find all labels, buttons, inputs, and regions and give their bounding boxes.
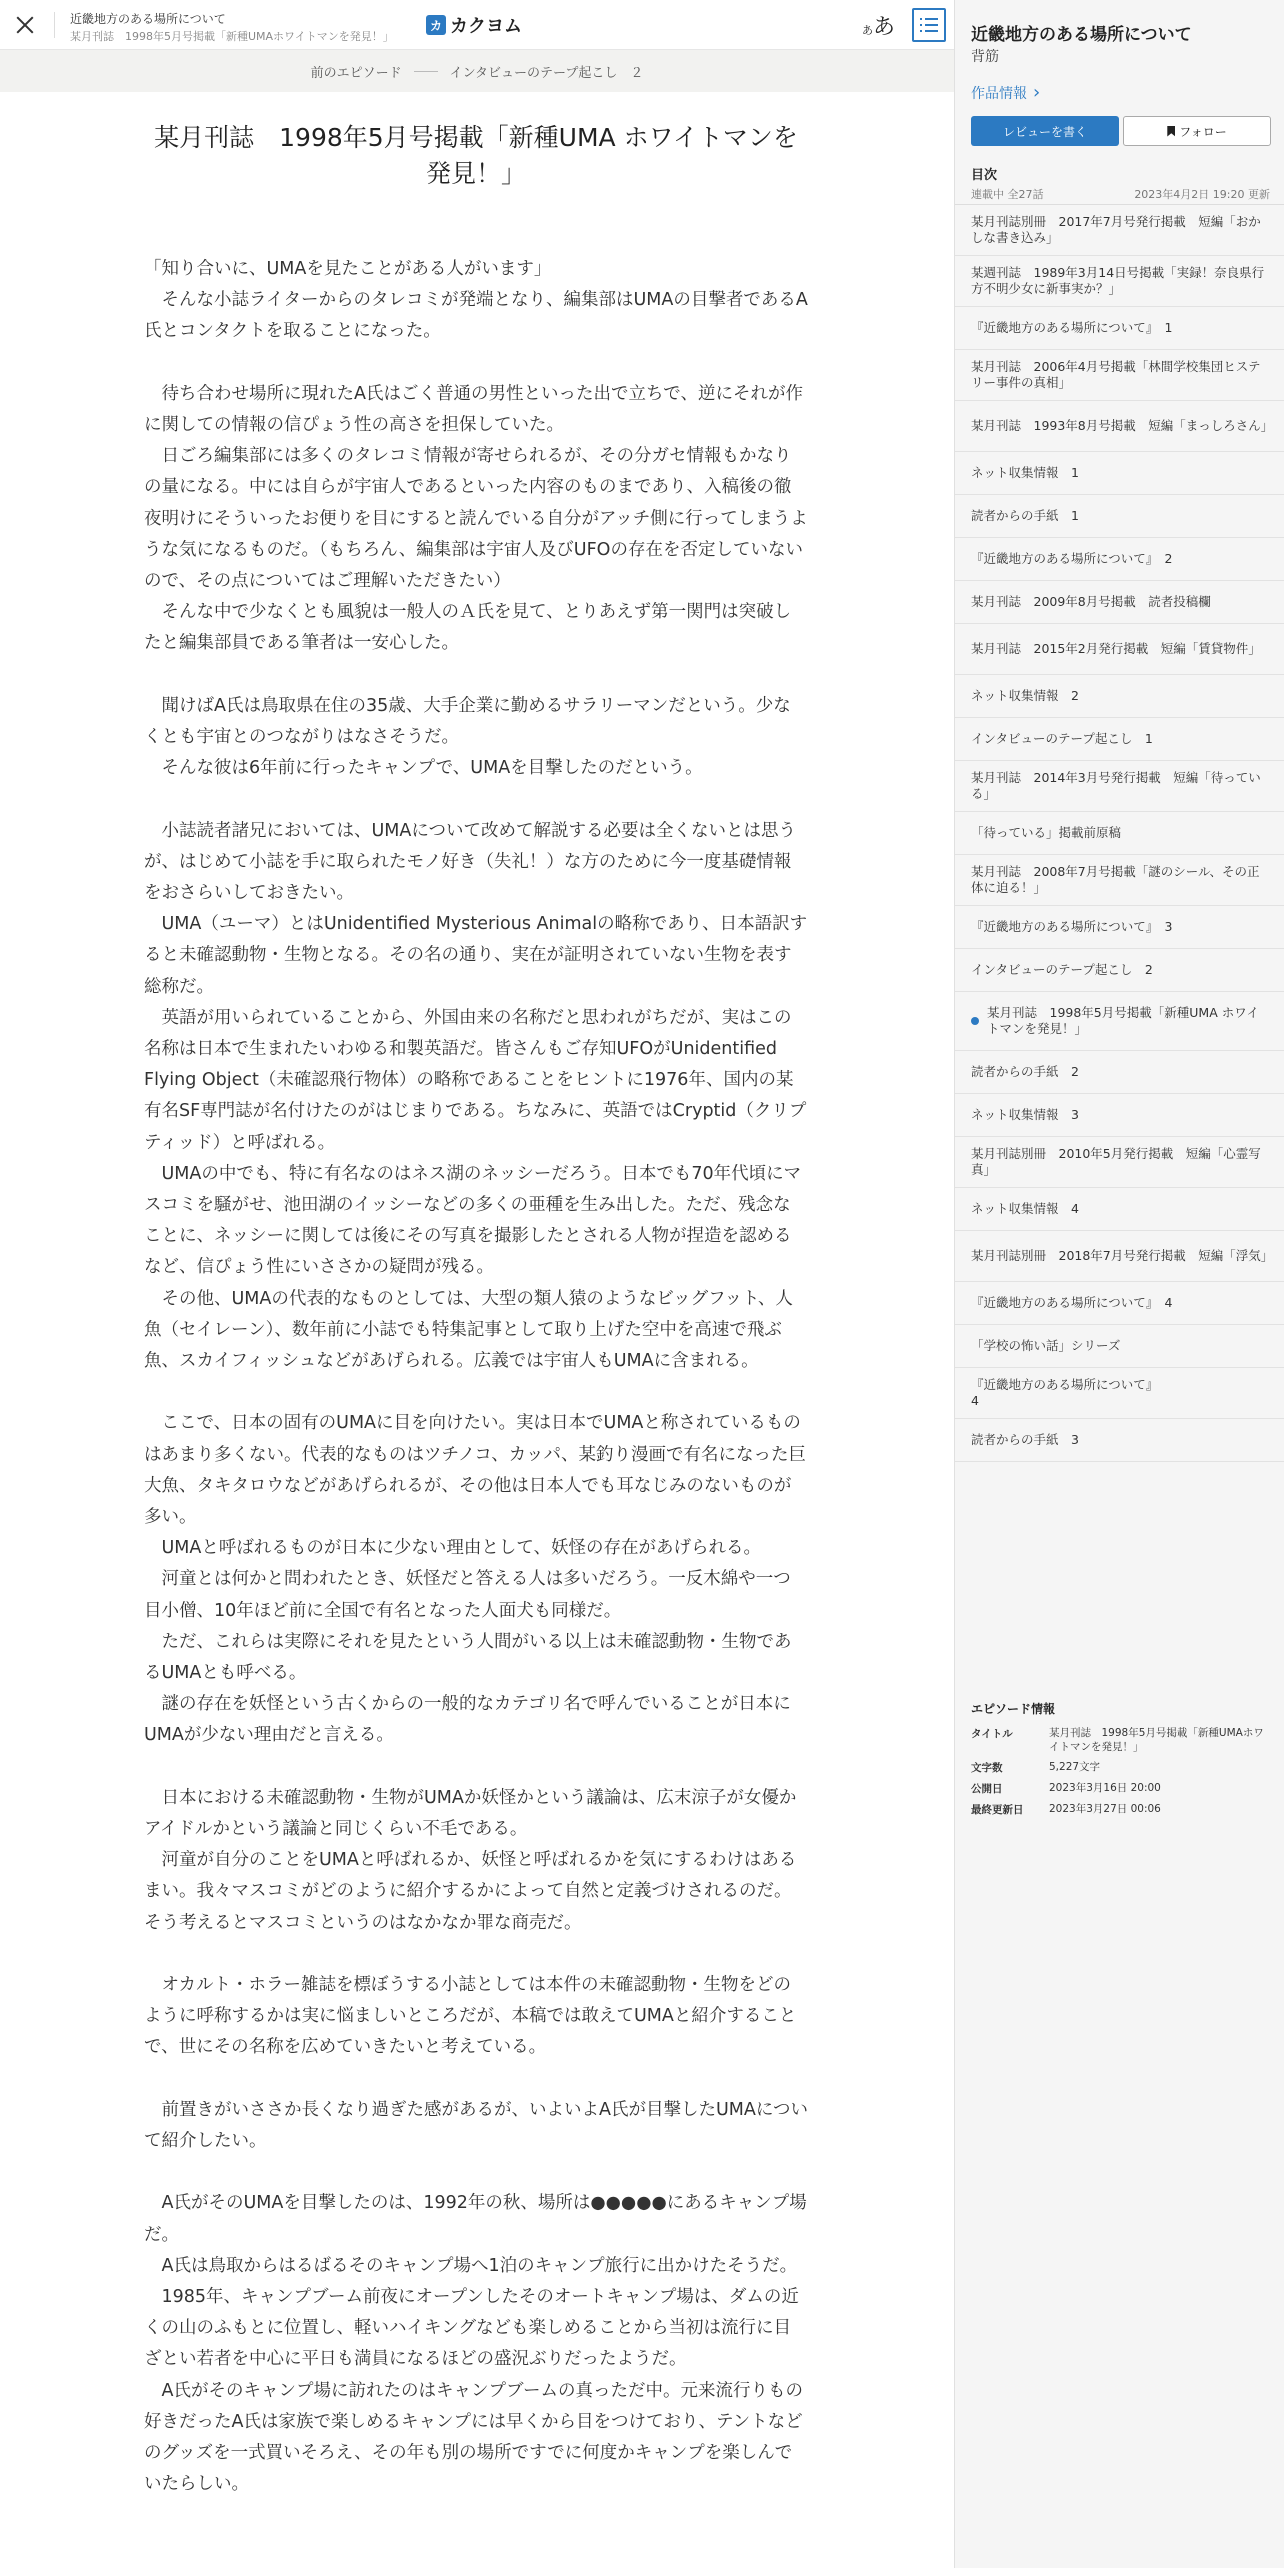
body-paragraph [144,2157,808,2188]
review-label: レビューを書く [1002,124,1087,139]
body-paragraph: UMAの中でも、特に有名なのはネス湖のネッシーだろう。日本でも70年代頃にマスコミを騒がせ、池田湖のイッシーなどの多くの亜種を生み出した。ただ、残念なことに、ネッシーに関しては後にその写真を撮影したとされる人物が捏造を認めるなど、信ぴょう性にいささかの疑問が残る。 [144,1163,802,1278]
toc-item[interactable] [955,761,1284,812]
toc-item-label: 某月刊誌 2014年3月号発行掲載 短編「待っている」 [971,770,1261,801]
body-paragraph [144,1752,808,1783]
toc-item[interactable] [955,581,1284,624]
episode-info-key: 公開日 [971,1783,1003,1795]
toc-item-label: 某月刊誌 2009年8月号掲載 読者投稿欄 [971,594,1211,609]
toc-item[interactable] [955,1282,1284,1325]
toc-item-label: インタビューのテープ起こし 1 [971,731,1153,746]
episode-info-key: 文字数 [971,1762,1003,1774]
toc-item[interactable] [955,1325,1284,1368]
toc-item-label: 某月刊誌別冊 2018年7月号発行掲載 短編「浮気」 [971,1248,1274,1263]
body-paragraph: そんな小誌ライターからのタレコミが発端となり、編集部はUMAの目撃者であるA氏とコンタクトを取ることになった。 [144,290,808,342]
toc-item[interactable] [955,1419,1284,1462]
body-paragraph: 「知り合いに、UMAを見たことがある人がいます」 [144,259,552,279]
toc-item-label: 某月刊誌 2008年7月号掲載「謎のシール、その正体に迫る！」 [971,864,1260,895]
toc-item-current[interactable] [955,992,1284,1051]
font-large-glyph: あ [873,15,896,40]
toc-item-label: 『近畿地方のある場所について』 4 [971,1295,1173,1310]
toc-item[interactable] [955,1051,1284,1094]
body-paragraph: 前置きがいささか長くなり過ぎた感があるが、いよいよA氏が目撃したUMAについて紹介したい。 [144,2099,808,2152]
toc-item-label: 『近畿地方のある場所について』 2 [971,551,1173,566]
episode-info-key: 最終更新日 [971,1804,1024,1816]
toc-item[interactable] [955,495,1284,538]
follow-button[interactable] [1123,116,1271,146]
body-paragraph: ただ、これらは実際にそれを見たという人間がいる以上は未確認動物・生物であるUMAとも呼べる。 [144,1631,792,1684]
body-paragraph: そんな彼は6年前に行ったキャンプで、UMAを目撃したのだという。 [144,758,703,779]
list-icon-line [925,24,938,26]
body-paragraph: A氏がそのキャンプ場に訪れたのはキャンプブームの真っただ中。元来流行りもの好きだったA氏は家族で楽しめるキャンプには早くから目をつけており、テントなどのグッズを一式買いそろえ、その年も別の場所ですでに何度かキャンプを楽しんでいたらしい。 [144,2380,803,2495]
episode-info-value: 某月刊誌 1998年5月号掲載「新種UMAホワイトマンを発見！」 [1049,1727,1264,1753]
previous-episode-nav[interactable] [0,50,954,92]
prev-episode-label: 前のエピソード [310,65,402,81]
body-paragraph: 1985年、キャンプブーム前夜にオープンしたそのオートキャンプ場は、ダムの近くの山のふもとに位置し、軽いハイキングなども楽しめることから当初は流行に目ざとい若者を中心に平日も満員になるほどの盛況ぶりだったようだ。 [144,2287,799,2370]
reader-header [0,0,954,50]
episode-body [144,254,808,2501]
toc-item[interactable] [955,538,1284,581]
toc-item[interactable] [955,1094,1284,1137]
header-divider [54,12,55,38]
toc-item[interactable] [955,718,1284,761]
toc-item-label: 「待っている」掲載前原稿 [971,825,1122,840]
nav-separator [414,71,438,72]
toc-item-label: インタビューのテープ起こし 2 [971,962,1153,977]
body-paragraph: 河童が自分のことをUMAと呼ばれるか、妖怪と呼ばれるかを気にするわけはあるまい。我々マスコミがどのように紹介するかによって自然と定義づけされるのだ。そう考えるとマスコミというのはなかなか罪な商売だ。 [144,1850,797,1933]
body-paragraph: A氏がそのUMAを目撃したのは、1992年の秋、場所は●●●●●にあるキャンプ場だ。 [144,2193,807,2245]
toc-updated: 2023年4月2日 19:20 更新 [1134,188,1270,201]
body-paragraph: 待ち合わせ場所に現れたA氏はごく普通の男性といった出で立ちで、逆にそれが作に関しての情報の信ぴょう性の高さを担保していた。 [144,383,803,435]
close-button[interactable] [12,12,38,38]
toc-item[interactable] [955,205,1284,256]
body-paragraph [144,784,808,815]
header-work-title[interactable]: 近畿地方のある場所について [70,12,226,26]
episode-content [144,120,808,2501]
toc-item[interactable] [955,452,1284,495]
body-paragraph: 聞けばA氏は鳥取県在住の35歳、大手企業に勤めるサラリーマンだという。少なくとも宇宙とのつながりはなさそうだ。 [144,695,791,748]
toc-item-label: 『近畿地方のある場所について』 3 [971,919,1173,934]
body-paragraph: 英語が用いられていることから、外国由来の名称だと思われがちだが、実はこの名称は日本で生まれたいわゆる和製英語だ。皆さんもご存知UFOがUnidentified Flying Object（未確認飛行物体）の略称であることをヒントに1976年、国内の某有名SF専門誌が名付けたのがはじまりである。ちなみに、英語ではCryptid（クリプティッド）と呼ばれる。 [144,1007,807,1153]
body-paragraph: A氏は鳥取からはるばるそのキャンプ場へ1泊のキャンプ旅行に出かけたそうだ。 [144,2255,798,2276]
toc-item-label: 某月刊誌 2015年2月発行掲載 短編「賃貸物件」 [971,641,1261,656]
episode-info-row [971,1760,1271,1775]
body-paragraph: 日本における未確認動物・生物がUMAか妖怪かという議論は、広末涼子が女優かアイドルかという議論と同じくらい不毛である。 [144,1787,797,1840]
toc-item-label: 読者からの手紙 1 [971,508,1079,523]
list-icon-line [925,18,938,20]
episode-info-row [971,1781,1271,1796]
toc-item[interactable] [955,1188,1284,1231]
sidebar-author[interactable]: 背筋 [971,49,999,65]
body-paragraph: そんな中で少なくとも風貌は一般人のＡ氏を見て、とりあえず第一関門は突破したと編集部員である筆者は一安心した。 [144,602,792,654]
body-paragraph [144,348,808,379]
toc-item[interactable] [955,949,1284,992]
font-small-glyph: あ [862,24,873,37]
sidebar-work-title[interactable]: 近畿地方のある場所について [971,25,1192,45]
toc-item[interactable] [955,906,1284,949]
episode-info-value: 2023年3月27日 00:06 [1049,1803,1161,1815]
body-paragraph: 河童とは何かと問われたとき、妖怪だと答える人は多いだろう。一反木綿や一つ目小僧、10年ほど前に全国で有名となった人面犬も同様だ。 [144,1569,791,1621]
toc-item[interactable] [955,1231,1284,1282]
body-paragraph [144,2064,808,2095]
toc-item-label: 某月刊誌 2006年4月号掲載「林間学校集団ヒステリー事件の真相」 [971,359,1261,390]
toc-toggle-button[interactable] [912,8,946,42]
body-paragraph [144,1939,808,1970]
episode-info-value: 5,227文字 [1049,1761,1101,1773]
list-icon-line [925,30,938,32]
toc-item-label: ネット収集情報 4 [971,1201,1079,1216]
body-paragraph: UMAと呼ばれるものが日本に少ない理由として、妖怪の存在があげられる。 [144,1538,762,1559]
toc-list [955,204,1284,1462]
write-review-button[interactable] [971,116,1119,146]
body-paragraph: UMA（ユーマ）とはUnidentified Mysterious Animalの略称であり、日本語訳すると未確認動物・生物となる。その名の通り、実在が証明されていない生物を表す総称だ。 [144,914,808,997]
toc-item-label: ネット収集情報 2 [971,688,1079,703]
body-paragraph: 日ごろ編集部には多くのタレコミ情報が寄せられるが、その分ガセ情報もかなりの量になる。中には自らが宇宙人であるといった内容のものまであり、入稿後の徹夜明けにそういったお便りを目にすると読んでいる自分がアッチ側に行ってしまうような気になるものだ。（もちろん、編集部は宇宙人及びUFOの存在を否定していないので、その点についてはご理解いただきたい） [144,446,808,592]
prev-episode-title: インタビューのテープ起こし ２ [449,65,644,81]
kakuyomu-logo[interactable] [426,13,522,37]
logo-text: カクヨム [450,16,522,37]
toc-item[interactable] [955,1368,1284,1419]
header-episode-subtitle: 某月刊誌 1998年5月号掲載「新種UMAホワイトマンを発見！」 [70,30,394,43]
toc-item-label: 某月刊誌別冊 2017年7月号発行掲載 短編「おかしな書き込み」 [971,214,1261,245]
logo-icon: カ [426,15,446,35]
episode-info-row [971,1726,1271,1754]
toc-item-label: ネット収集情報 3 [971,1107,1079,1122]
toc-item-label: 某月刊誌 1998年5月号掲載「新種UMA ホワイトマンを発見！」 [987,1005,1259,1036]
body-paragraph [144,660,808,691]
toc-item-label: 『近畿地方のある場所について』 1 [971,320,1173,335]
toc-sidebar [954,0,1284,2568]
toc-item[interactable] [955,624,1284,675]
episode-title: 某月刊誌 1998年5月号掲載「新種UMA ホワイトマンを発見！」 [154,123,798,188]
toc-item-label: 読者からの手紙 2 [971,1064,1079,1079]
toc-item-label: 某週刊誌 1989年3月14日号掲載「実録！奈良県行方不明少女に新事実か？」 [971,265,1265,296]
toc-heading: 目次 [971,168,998,183]
toc-item-label: 読者からの手紙 3 [971,1432,1079,1447]
episode-info-key: タイトル [971,1728,1013,1740]
episode-info-table [971,1726,1271,1823]
body-paragraph: オカルト・ホラー雑誌を標ぼうする小誌としては本件の未確認動物・生物をどのように呼称するかは実に悩ましいところだが、本稿では敢えてUMAと紹介することで、世にその名称を広めていきたいと考えている。 [144,1975,797,2058]
body-paragraph: ここで、日本の固有のUMAに目を向けたい。実は日本でUMAと称されているものはあまり多くない。代表的なものはツチノコ、カッパ、某釣り漫画で有名になった巨大魚、タキタロウなどがあげられるが、その他は日本人でも耳なじみのないものが多い。 [144,1413,807,1528]
toc-item[interactable] [955,401,1284,452]
toc-item-label: 『近畿地方のある場所について』 4 [971,1377,1159,1408]
body-paragraph [144,1377,808,1408]
toc-item-label: 某月刊誌別冊 2010年5月発行掲載 短編「心霊写真」 [971,1146,1261,1177]
body-paragraph: 小誌読者諸兄においては、UMAについて改めて解説する必要は全くないとは思うが、はじめて小誌を手に取られたモノ好き（失礼！）な方のために今一度基礎情報をおさらいしておきたい。 [144,820,797,904]
follow-label: フォロー [1179,124,1227,139]
toc-status: 連載中 全27話 [971,188,1044,201]
bookmark-plus-icon [1167,126,1175,137]
toc-item[interactable] [955,256,1284,307]
episode-info-row [971,1802,1271,1817]
work-info-link[interactable]: 作品情報 › [971,82,1040,103]
body-paragraph: その他、UMAの代表的なものとしては、大型の類人猿のようなビッグフット、人魚（セイレーン）、数年前に小誌でも特集記事として取り上げた空中を高速で飛ぶ魚、スカイフィッシュなどがあげられる。広義では宇宙人もUMAに含まれる。 [144,1288,793,1372]
toc-item[interactable] [955,307,1284,350]
toc-item[interactable] [955,855,1284,906]
toc-item[interactable] [955,675,1284,718]
toc-item-label: 某月刊誌 1993年8月号掲載 短編「まっしろさん」 [971,418,1274,433]
toc-item[interactable] [955,350,1284,401]
episode-info-heading: エピソード情報 [971,1702,1056,1716]
font-settings-button[interactable] [862,10,895,41]
episode-info-value: 2023年3月16日 20:00 [1049,1782,1161,1794]
toc-item-label: ネット収集情報 1 [971,465,1079,480]
toc-item-label: 「学校の怖い話」シリーズ [971,1338,1121,1353]
toc-item[interactable] [955,1137,1284,1188]
body-paragraph: 謎の存在を妖怪という古くからの一般的なカテゴリ名で呼んでいることが日本にUMAが少ない理由だと言える。 [144,1694,791,1746]
toc-item[interactable] [955,812,1284,855]
